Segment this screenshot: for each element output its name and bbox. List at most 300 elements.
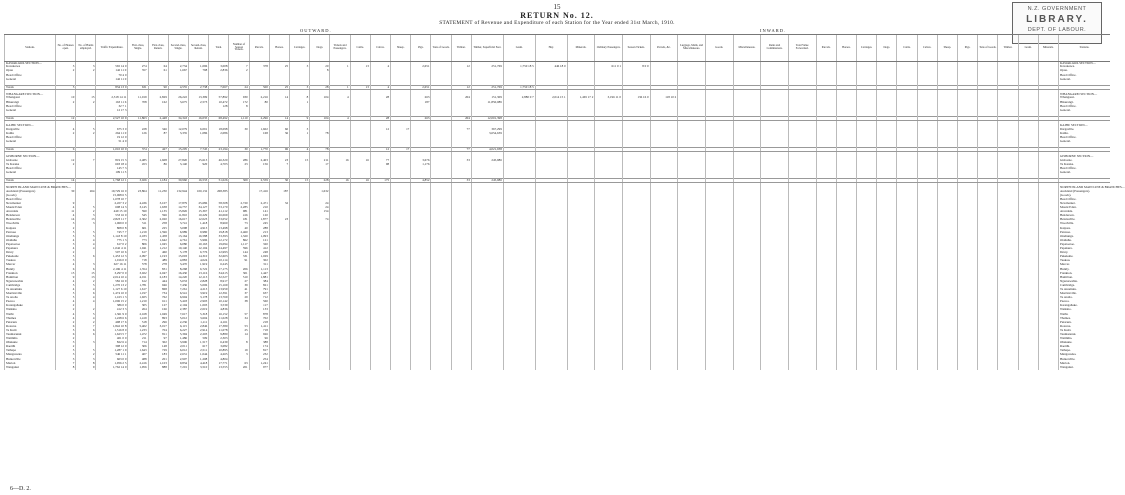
table-cell: 4 [76,300,96,304]
table-cell [957,366,977,370]
table-cell: 29 [229,296,249,300]
table-cell: 4,555 [168,85,188,89]
table-cell: 1,069 0 0 [96,222,128,226]
table-cell: 151,309 [471,96,503,100]
table-body [5,61,1125,370]
column-header: Tons of Goods. [978,35,998,62]
table-cell: 2,823 11 7 [96,218,128,222]
table-cell: 560 [249,300,269,304]
station-cell: (Goods). [1058,194,1110,198]
table-cell: 1,623 5 7 [96,333,128,337]
table-cell: 1,632 [310,190,330,194]
table-cell: 13 [76,218,96,222]
column-header: No. of Hands employed. [76,35,96,62]
table-cell: 311 [249,263,269,267]
table-cell: 5 [76,313,96,317]
station-cell: General [5,78,56,82]
table-cell: 6,012 [168,349,188,353]
table-cell: 3,017 [148,325,168,329]
table-cell: 9,980 [189,231,209,235]
table-cell: 19,818 [209,231,229,235]
station-cell: Whangarei. [1058,96,1110,100]
table-cell: 1,016 0 0 [96,259,128,263]
table-cell [788,366,816,370]
table-cell: 17 [391,147,411,151]
table-cell: 213 [249,231,269,235]
table-cell [761,366,789,370]
table-cell: 2 [76,353,96,357]
station-cell: General. [1058,109,1110,113]
table-cell: 14,220 [168,276,188,280]
table-cell: 3 [76,214,96,218]
table-cell: 210 [249,206,269,210]
table-cell: 127 [148,304,168,308]
table-cell: 920 [189,163,209,167]
table-cell: 2,631 [168,353,188,357]
station-cell: Hikurangi. [1058,101,1110,105]
table-cell: 15,826 [168,210,188,214]
table-cell: 5 [56,235,76,239]
table-cell: 2,907 [168,358,188,362]
station-cell: Ohakune [5,341,56,345]
table-cell: 11,810 [168,214,188,218]
table-cell: 5 [76,284,96,288]
table-cell: 181 [229,218,249,222]
table-cell: 5,006 [189,284,209,288]
table-cell: 444 [148,280,168,284]
column-header: Carriages. [290,35,310,62]
column-header: Stations. [1058,35,1110,62]
station-cell: WHANGAREI SECTION— [5,93,56,96]
station-cell: Woodville. [1058,222,1110,226]
table-cell: 1,287 1 9 [96,349,128,353]
table-cell: 10,895 [209,349,229,353]
table-cell: 154 [310,210,330,214]
station-cell: Paeroa. [1058,300,1110,304]
column-header: Second-class, Return. [189,35,209,62]
table-cell: 3 [76,341,96,345]
table-cell: 248 [249,251,269,255]
table-cell: 1,447 [249,272,269,276]
station-cell: Otahuhu [5,239,56,243]
table-cell: 693 18 4 [96,163,128,167]
table-cell: 13,164 [168,235,188,239]
column-header: Number of Season Tickets. [229,35,249,62]
station-cell: Waimiha. [1058,337,1110,341]
station-cell: Head Office [5,167,56,171]
table-cell: 26,222 [168,96,188,100]
column-header: Luggage, Mails, and Miscellaneous. [678,35,706,62]
table-cell: 1,750 18 5 [503,65,535,69]
table-cell: 16 [350,159,370,163]
table-cell: 70 4 0 [96,74,128,78]
table-cell: 546 11 1 [96,353,128,357]
station-cell: Te Kuiti [5,329,56,333]
table-cell: 2 [76,132,96,136]
column-header: Carriages. [856,35,876,62]
table-cell: 946 [148,284,168,288]
table-cell: 708 [128,101,148,105]
station-cell: Auckland (Passengers). [1058,190,1110,194]
station-cell: Woodville [5,222,56,226]
table-cell: 16,617 [168,218,188,222]
table-cell: 12 [56,116,76,120]
station-cell: Kawakawa [5,65,56,69]
table-cell: 3,107 [148,202,168,206]
table-cell: 20 [310,65,330,69]
table-cell: 16 [330,179,350,183]
table-cell: 2,457 3 2 [96,202,128,206]
table-cell: 407 [128,353,148,357]
table-cell: 41 [229,288,249,292]
column-header: Timber. [451,35,471,62]
column-header: Second-class, Single. [168,35,188,62]
table-cell: 13,555 [209,366,229,370]
station-cell: Mount Eden [5,206,56,210]
table-cell: 346 [148,128,168,132]
station-cell: Karangahake. [1058,304,1110,308]
table-cell: 762 [148,296,168,300]
table-cell: 201 [148,358,168,362]
stamp-line-3: DEPT. OF LABOUR. [1027,27,1087,33]
station-cell: Totals [5,179,56,183]
table-cell: 187 [269,190,289,194]
station-cell: Dargaville. [1058,128,1110,132]
table-cell: 27,820 [168,159,188,163]
column-header: Pigs. [411,35,431,62]
table-cell: 2,285 [229,206,249,210]
table-cell: 57,892 [209,96,229,100]
column-header: Ordinary Passengers. [595,35,623,62]
table-cell: 489 [148,259,168,263]
table-cell: 25,686 [189,202,209,206]
table-cell: 25 [229,329,249,333]
table-cell [978,366,998,370]
column-header: Cattle. [897,35,917,62]
table-cell: 264 [128,308,148,312]
table-cell: 5 [76,231,96,235]
table-cell: 86 [148,163,168,167]
table-cell: 251,769 [471,85,503,89]
table-cell: 78 [310,132,330,136]
table-cell: 19 [229,349,249,353]
table-cell: 1 [330,65,350,69]
station-cell: Kawakawa. [1058,65,1110,69]
table-cell: 712 [249,296,269,300]
table-cell: 6,080 [168,243,188,247]
table-cell: 2 [76,101,96,105]
table-cell: 183 [148,353,168,357]
table-cell: 11,850,089 [471,101,503,105]
table-cell: 166 [148,308,168,312]
table-cell: 6 [76,292,96,296]
table-cell: 14 [56,218,76,222]
table-cell: 631 [128,85,148,89]
table-cell: 811 [148,333,168,337]
table-cell: 2,734 [168,65,188,69]
station-cell: Hamilton [5,276,56,280]
table-cell: 1,049 [148,313,168,317]
table-cell: 57 [229,313,249,317]
table-cell: 4,883 [168,259,188,263]
table-cell: 5 [56,255,76,259]
station-cell: Helensville. [1058,218,1110,222]
table-cell: 3 [56,222,76,226]
table-cell: 734 [148,292,168,296]
table-cell: 862 [229,239,249,243]
table-cell [877,366,897,370]
table-cell [431,366,451,370]
table-cell: 63 [229,362,249,366]
table-cell: 156 [249,163,269,167]
table-cell: 1,750 18 5 [503,85,535,89]
table-cell [650,366,678,370]
table-cell: 11 [56,210,76,214]
station-cell: Pukekohe [5,255,56,259]
column-header: Sheep. [937,35,957,62]
table-cell: 15 [76,272,96,276]
table-cell: 4 [56,280,76,284]
table-cell [535,366,567,370]
station-cell: Head Office. [1058,74,1110,78]
station-cell: Head Office [5,136,56,140]
table-cell: 141 [249,210,269,214]
table-cell: 306 [128,345,148,349]
table-cell: 11,028 [209,317,229,321]
table-cell [998,366,1018,370]
table-cell: 2,019 [189,308,209,312]
table-cell: 263 [411,96,431,100]
table-cell: 3,297 0 0 [96,272,128,276]
table-cell: 13 [350,85,370,89]
table-cell: 23 [269,159,289,163]
station-cell: Kaihu [5,132,56,136]
table-cell [471,366,503,370]
table-cell: 10,229 [189,214,209,218]
table-cell: 1,602 [249,128,269,132]
column-header: No. of Houses open. [56,35,76,62]
table-cell: 7,261 [168,288,188,292]
table-cell: 6,989 [168,231,188,235]
table-cell: 4 [56,239,76,243]
table-cell: 2,903 [189,300,209,304]
table-cell: 3 [56,259,76,263]
station-cell: Putaruru. [1058,321,1110,325]
table-cell [290,366,310,370]
table-cell: 704 [148,329,168,333]
station-cell: GISBORNE SECTION— [1058,155,1110,158]
table-cell: 14,757 [168,206,188,210]
table-cell: 4,011 [128,276,148,280]
table-cell: 142 11 0 [96,69,128,73]
station-cell: Thames. [1058,317,1110,321]
column-header: Parcels. [816,35,836,62]
table-cell: 4 [56,317,76,321]
table-cell: 745 7 7 [96,231,128,235]
station-cell: Te Awamutu [5,288,56,292]
station-cell: Opua. [1058,69,1110,73]
table-cell [1018,366,1038,370]
table-cell: 4 [76,243,96,247]
table-cell: 868 [148,288,168,292]
table-cell: 16,152 [209,313,229,317]
table-cell [330,366,350,370]
table-cell: 507 10 6 [96,251,128,255]
table-cell: 9 [56,276,76,280]
table-cell: 1,956 [128,366,148,370]
column-header: Timber. [998,35,1018,62]
stamp-line-1: N.Z. GOVERNMENT [1027,6,1087,12]
table-cell: 268,385 [209,190,229,194]
table-cell: 6 [56,333,76,337]
table-cell: 2,014 15 1 [535,96,567,100]
table-cell: 1,006 15 2 [96,300,128,304]
station-cell: Onehunga. [1058,235,1110,239]
table-cell: 9 [290,116,310,120]
station-cell: Head Office. [1058,167,1110,171]
table-cell: 1,210 [128,300,148,304]
table-cell: 6,227 [168,329,188,333]
table-cell: 1,486 [168,337,188,341]
table-cell: 1,617 [128,288,148,292]
table-cell: 617 0 2 [96,243,128,247]
table-cell: 1,003 [189,304,209,308]
table-cell: 302 [148,341,168,345]
station-cell: Totals [5,85,56,89]
table-cell: 819 15 3 [96,159,128,163]
table-cell: 28 [370,96,390,100]
station-cell: Whangarei [5,96,56,100]
station-cell: Head Office. [1058,105,1110,109]
table-cell: 384 [249,280,269,284]
table-cell: 144 [229,251,249,255]
table-cell: 206 [229,268,249,272]
table-cell: 12 [451,65,471,69]
table-cell: 15,205 [168,147,188,151]
column-header: Horses. [269,35,289,62]
column-header: Timber, Superficial Feet. [471,35,503,62]
table-cell: 68,492 [209,116,229,120]
document-reference-bottom: 6—D. 2. [10,486,31,492]
table-cell: 218 [249,321,269,325]
column-header: Calves. [370,35,390,62]
table-cell: 2,880 0 7 [503,96,535,100]
table-cell: 1,643 [128,349,148,353]
station-cell: Kaipara [5,227,56,231]
station-cell: Auckland (Passengers) [5,190,56,194]
table-cell [391,366,411,370]
table-cell: 109 11 3 [96,171,128,175]
table-cell: 274 [128,65,148,69]
table-cell: 1,176 [411,163,431,167]
table-cell: 12,993 [209,251,229,255]
table-cell: 500 [249,85,269,89]
table-cell: 2,846 [189,325,209,329]
table-cell: 1,361 9 0 [96,313,128,317]
table-cell: 6,722 [189,268,209,272]
table-cell: 2,914 [189,329,209,333]
table-cell [678,366,706,370]
table-cell: 5 [56,296,76,300]
table-cell [1038,366,1058,370]
station-cell: Newmarket. [1058,202,1110,206]
table-cell: 1,233 [128,329,148,333]
station-cell: GISBORNE SECTION— [5,155,56,158]
table-cell [733,366,761,370]
station-cell: Hunterville. [1058,358,1110,362]
table-cell: 53 [229,325,249,329]
table-cell: 2,511 [189,349,209,353]
station-cell: Penrose. [1058,231,1110,235]
table-cell: 3 [56,65,76,69]
station-cell: General. [1058,78,1110,82]
table-cell: 2 [76,69,96,73]
table-cell: 1,418 [189,222,209,226]
table-cell: 6,439 [209,341,229,345]
table-cell: 11,863 [128,116,148,120]
table-cell: 6,115 [168,325,188,329]
table-cell: 1,762 14 0 [96,366,128,370]
table-cell: 4,021,938 [471,147,503,151]
station-cell: Papakura [5,247,56,251]
station-cell: General. [1058,171,1110,175]
station-cell: Wanganui [5,366,56,370]
station-cell: Marton [5,362,56,366]
table-cell [595,366,623,370]
table-cell: 16,533 [189,179,209,183]
table-header-row [5,35,1111,62]
station-cell: Taihape [5,349,56,353]
table-cell [503,366,535,370]
table-cell: 14 [56,179,76,183]
table-cell: 11,230 [148,190,168,194]
station-cell: Ngaruawahia. [1058,280,1110,284]
table-cell: 91 [229,259,249,263]
table-cell: 3 [76,222,96,226]
table-cell: 132,944 [168,190,188,194]
table-cell: 78 [310,147,330,151]
table-cell: 822 6 4 [96,341,128,345]
station-cell: Putaruru [5,321,56,325]
table-cell: 25 [269,65,289,69]
table-cell: 80 [249,101,269,105]
table-cell: 2,296 [249,116,269,120]
table-cell: 8,960 [209,222,229,226]
table-cell: 2,485 [128,159,148,163]
column-header: Hay. [535,35,567,62]
table-cell: 374 [128,147,148,151]
table-cell: 1,086 [189,132,209,136]
table-cell: 90 [148,85,168,89]
table-cell: 1,768 12 1 [96,179,128,183]
table-cell: 1,919 [189,263,209,267]
table-cell: 126 [128,132,148,136]
table-cell: 3,140 [168,163,188,167]
table-cell: 245,986 [471,159,503,163]
column-header: Calves. [917,35,937,62]
table-cell: 460 [148,251,168,255]
station-cell: Drury [5,251,56,255]
table-cell: 5 [76,206,96,210]
table-cell: 2 [76,321,96,325]
table-cell: 331 [229,255,249,259]
table-cell: 1,270 13 2 [96,284,128,288]
table-cell: 201 [229,366,249,370]
station-cell: Head Office [5,198,56,202]
table-cell: 6,904 [168,296,188,300]
table-cell [705,366,733,370]
table-cell: 412 [249,247,269,251]
